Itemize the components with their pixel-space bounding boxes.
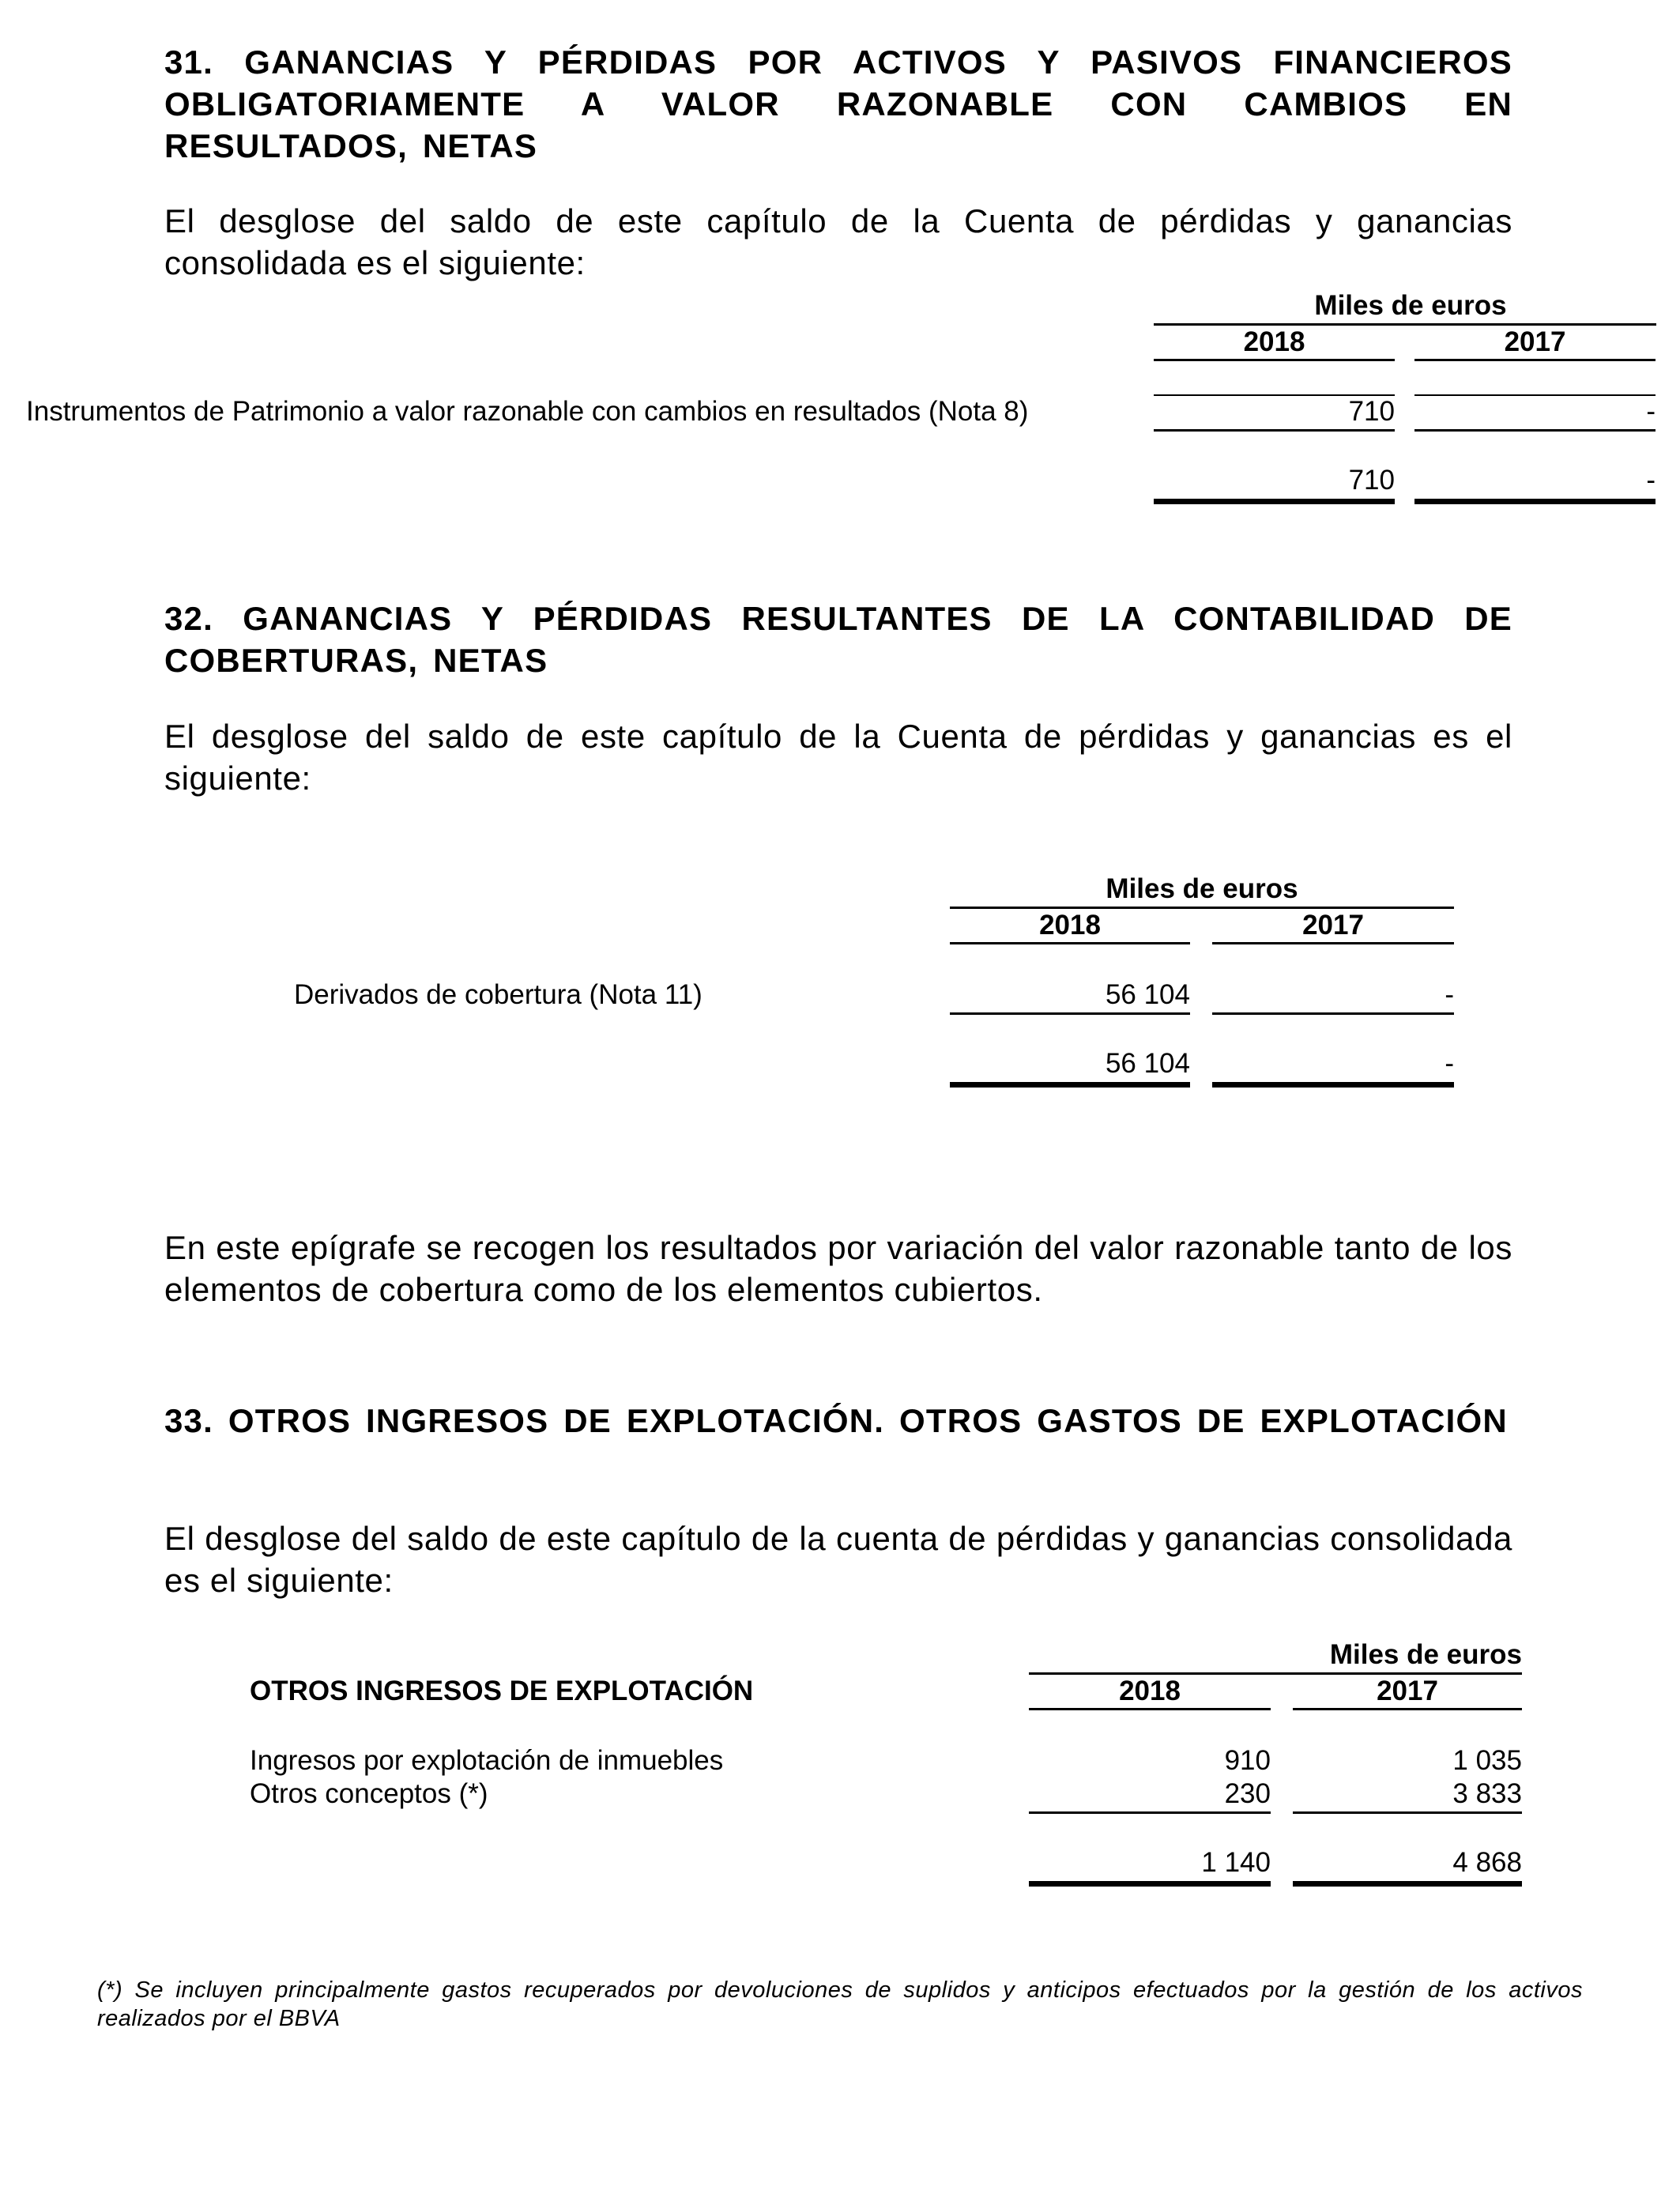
- table-33-header-rule: [1293, 1708, 1522, 1710]
- table-33-total-rule: [1293, 1881, 1522, 1887]
- table-31-row-label: Instrumentos de Patrimonio a valor razonable con cambios en resultados (Nota 8): [26, 396, 1029, 427]
- table-33-total-2017: 4 868: [1452, 1847, 1522, 1878]
- section-31-intro: El desglose del saldo de este capítulo de la Cuenta de pérdidas y ganancias consolidada es el siguiente:: [164, 202, 1512, 281]
- table-33-unit: Miles de euros: [1329, 1639, 1522, 1670]
- table-33-col-2018: 2018: [1119, 1676, 1181, 1706]
- table-31-total-rule: [1414, 499, 1656, 504]
- table-row: Ingresos por explotación de inmuebles: [250, 1745, 724, 1776]
- table-32-row-2018: 56 104: [1105, 979, 1190, 1010]
- table-32-col-2017: 2017: [1302, 910, 1364, 941]
- table-31-row-2017: -: [1646, 396, 1656, 427]
- table-32-subtotal-rule: [950, 1012, 1190, 1015]
- table-32-col-2018: 2018: [1039, 910, 1101, 941]
- table-32-total-rule: [950, 1082, 1190, 1088]
- table-33-col-2017: 2017: [1377, 1676, 1438, 1706]
- table-31-subtotal-rule: [1154, 429, 1395, 432]
- section-31-heading: 31. GANANCIAS Y PÉRDIDAS POR ACTIVOS Y PASIVOS FINANCIEROS OBLIGATORIAMENTE A VALOR RAZONABLE CON CAMBIOS EN RESULTADOS, NETAS: [164, 43, 1512, 164]
- table-row: Otros conceptos (*): [250, 1778, 488, 1809]
- section-32-heading: 32. GANANCIAS Y PÉRDIDAS RESULTANTES DE LA CONTABILIDAD DE COBERTURAS, NETAS: [164, 600, 1512, 679]
- table-cell: 230: [1224, 1778, 1271, 1809]
- table-33-total-rule: [1029, 1881, 1271, 1887]
- table-31-header-rule: [1414, 359, 1656, 361]
- table-32-header-rule: [950, 942, 1190, 944]
- table-cell: 910: [1224, 1745, 1271, 1776]
- table-32-total-2018: 56 104: [1105, 1048, 1190, 1079]
- section-32-intro: El desglose del saldo de este capítulo de la Cuenta de pérdidas y ganancias es el siguiente:: [164, 718, 1512, 797]
- table-31-row-2018: 710: [1348, 396, 1395, 427]
- table-33-subtotal-rule: [1293, 1811, 1522, 1814]
- table-31-col-2017: 2017: [1504, 326, 1566, 357]
- table-32-total-rule: [1212, 1082, 1454, 1088]
- table-32-row-2017: -: [1445, 979, 1454, 1010]
- section-33-intro: El desglose del saldo de este capítulo de la cuenta de pérdidas y ganancias consolidada es el siguiente:: [164, 1520, 1512, 1599]
- table-31-total-2018: 710: [1348, 465, 1395, 496]
- table-cell: 1 035: [1452, 1745, 1522, 1776]
- table-33-header-rule: [1029, 1708, 1271, 1710]
- table-31-total-2017: -: [1646, 465, 1656, 496]
- table-32-total-2017: -: [1445, 1048, 1454, 1079]
- section-33-heading: 33. OTROS INGRESOS DE EXPLOTACIÓN. OTROS GASTOS DE EXPLOTACIÓN: [164, 1402, 1508, 1439]
- table-33-section-label: OTROS INGRESOS DE EXPLOTACIÓN: [250, 1676, 754, 1706]
- table-31-unit: Miles de euros: [1314, 290, 1507, 321]
- table-31-subtotal-rule: [1414, 429, 1656, 432]
- table-cell: 3 833: [1452, 1778, 1522, 1809]
- table-32-subtotal-rule: [1212, 1012, 1454, 1015]
- table-33-subtotal-rule: [1029, 1811, 1271, 1814]
- table-31-total-rule: [1154, 499, 1395, 504]
- table-33-total-2018: 1 140: [1201, 1847, 1271, 1878]
- section-32-note: En este epígrafe se recogen los resultados por variación del valor razonable tanto de los elementos de cobertura como de los elementos cubiertos.: [164, 1229, 1512, 1308]
- table-32-unit: Miles de euros: [1106, 873, 1298, 904]
- table-31-header-rule: [1154, 359, 1395, 361]
- table-31-col-2018: 2018: [1243, 326, 1305, 357]
- table-32-row-label: Derivados de cobertura (Nota 11): [294, 979, 703, 1010]
- table-32-header-rule: [1212, 942, 1454, 944]
- footnote: (*) Se incluyen principalmente gastos recuperados por devoluciones de suplidos y anticipos efectuados por la gestión de los activos realizados por el BBVA: [97, 1977, 1583, 2031]
